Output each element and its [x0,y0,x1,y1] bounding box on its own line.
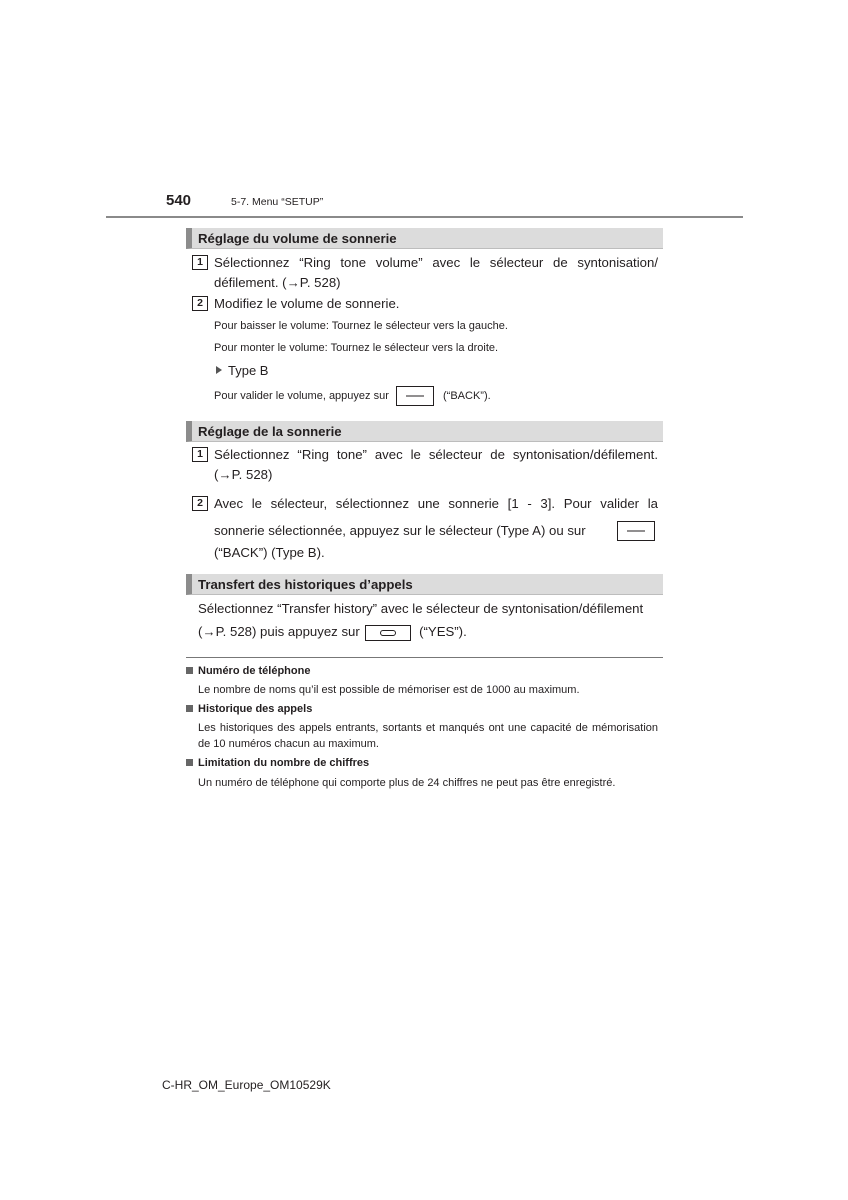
transfer-prefix: (→P. 528) puis appuyez sur [198,624,360,639]
volume-up-instruction: Pour monter le volume: Tournez le sélecteur vers la droite. [214,342,499,354]
note-heading-text: Historique des appels [198,703,313,715]
step-text: Modifiez le volume de sonnerie. [214,296,400,311]
step-text-line: Sélectionnez “Ring tone” avec le sélecteur de syntonisation/défilement. [214,447,658,462]
validate-suffix: (“BACK”). [443,389,491,402]
step-number-1: 1 [192,255,208,270]
square-bullet-icon [186,667,193,674]
triangle-bullet-icon [216,366,222,374]
square-bullet-icon [186,759,193,766]
step-text-line [214,521,658,541]
step-text [214,253,658,292]
footer-code: C-HR_OM_Europe_OM10529K [162,1078,331,1092]
yes-button-icon [365,625,411,641]
note-heading [186,665,310,677]
note-heading [186,703,312,715]
page-number: 540 [166,192,192,209]
note-text: Les historiques des appels entrants, sortants et manqués ont une capacité de mémorisation de 10 numéros chacun au maximum. [198,722,658,750]
step-text-fragment: sonnerie sélectionnée, appuyez sur le sélecteur (Type A) ou sur [214,523,586,538]
note-heading-text: Numéro de téléphone [198,665,311,677]
back-button-icon [396,386,434,406]
step-number-2: 2 [192,296,208,311]
step-text-line: défilement. (→P. 528) [214,274,341,290]
step-text-line: Sélectionnez “Ring tone volume” avec le sélecteur de syntonisation/ [214,255,658,270]
note-heading [186,757,369,769]
transfer-text-line: Sélectionnez “Transfer history” avec le sélecteur de syntonisation/défilement [198,601,644,616]
step-text [214,445,658,484]
volume-down-instruction: Pour baisser le volume: Tournez le sélecteur vers la gauche. [214,320,508,332]
note-text: Le nombre de noms qu’il est possible de mémoriser est de 1000 au maximum. [198,684,580,696]
note-text: Un numéro de téléphone qui comporte plus de 24 chiffres ne peut pas être enregistré. [198,777,616,789]
section-header-transfer-history: Transfert des historiques d’appels [186,574,663,595]
step-text-line: (→P. 528) [214,466,273,482]
validate-prefix: Pour valider le volume, appuyez sur [214,389,389,402]
notes-divider [186,657,663,658]
section-header-ring-tone: Réglage de la sonnerie [186,421,663,442]
transfer-suffix: (“YES”). [419,624,467,639]
type-b-label [216,363,268,378]
type-b-text: Type B [228,363,269,378]
section-header-ring-volume: Réglage du volume de sonnerie [186,228,663,249]
note-heading-text: Limitation du nombre de chiffres [198,757,370,769]
step-text-line: (“BACK”) (Type B). [214,545,325,560]
step-text-line: Avec le sélecteur, sélectionnez une sonnerie [1 - 3]. Pour valider la [214,496,658,511]
step-number-2: 2 [192,496,208,511]
header-rule [106,216,743,218]
step-number-1: 1 [192,447,208,462]
breadcrumb: 5-7. Menu “SETUP” [231,196,324,208]
square-bullet-icon [186,705,193,712]
back-button-icon [617,521,655,541]
validate-volume-instruction [214,386,491,406]
transfer-text-line [198,622,642,642]
